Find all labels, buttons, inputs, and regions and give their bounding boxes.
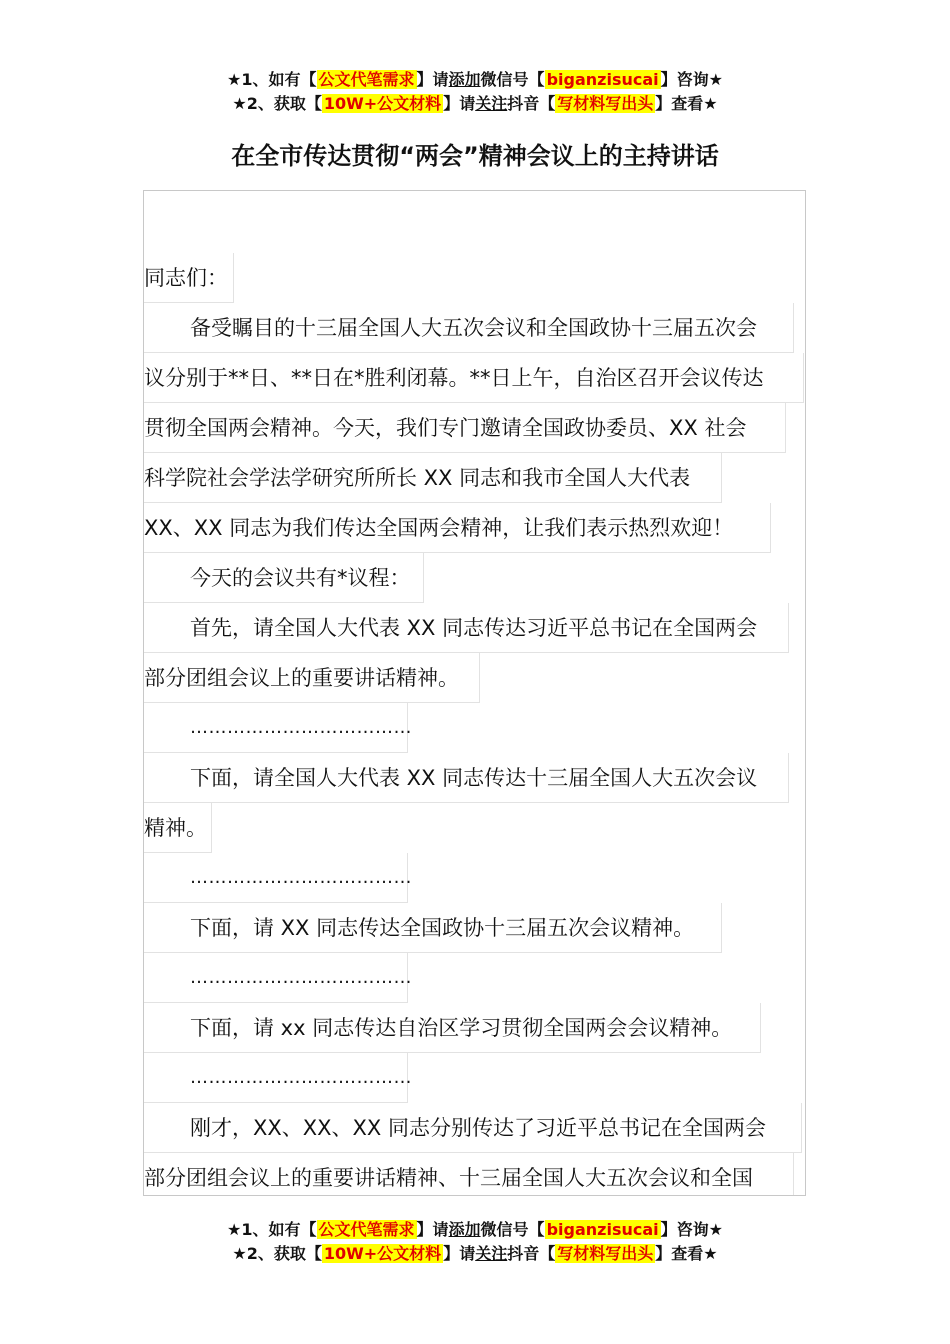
body-line: 备受瞩目的十三届全国人大五次会议和全国政协十三届五次会 (144, 303, 794, 353)
salutation-line: 同志们： (144, 253, 234, 303)
ellipsis-line: ……………………………… (144, 853, 408, 903)
banner-highlight: 10W+公文材料 (323, 1244, 442, 1263)
body-line: 部分团组会议上的重要讲话精神。 (144, 653, 480, 703)
body-line: 今天的会议共有*议程： (144, 553, 424, 603)
body-line: 首先，请全国人大代表 XX 同志传达习近平总书记在全国两会 (144, 603, 789, 653)
banner-text: 】请 (443, 94, 476, 113)
document-body (144, 253, 804, 1196)
body-line: 贯彻全国两会精神。今天，我们专门邀请全国政协委员、XX 社会 (144, 403, 786, 453)
banner-highlight: 公文代笔需求 (318, 70, 415, 89)
body-line: 部分团组会议上的重要讲话精神、十三届全国人大五次会议和全国 (144, 1153, 794, 1196)
top-banner (0, 68, 950, 116)
ellipsis-line: ……………………………… (144, 1053, 408, 1103)
body-line: 下面，请全国人大代表 XX 同志传达十三届全国人大五次会议 (144, 753, 789, 803)
banner-emphasis: 添加 (448, 70, 481, 89)
body-line: XX、XX 同志为我们传达全国两会精神，让我们表示热烈欢迎！ (144, 503, 771, 553)
document-body-frame (143, 190, 806, 1196)
banner-text: ★1、如有【 (227, 1220, 317, 1239)
body-line: 科学院社会学法学研究所所长 XX 同志和我市全国人大代表 (144, 453, 722, 503)
banner-text: 】请 (443, 1244, 476, 1263)
ellipsis-line: ……………………………… (144, 953, 408, 1003)
banner-emphasis: 添加 (448, 1220, 481, 1239)
document-title: 在全市传达贯彻“两会”精神会议上的主持讲话 (231, 142, 719, 170)
banner-highlight: biganzisucai (546, 70, 659, 89)
ellipsis-line: ……………………………… (144, 703, 408, 753)
body-line: 精神。 (144, 803, 212, 853)
banner-emphasis: 关注 (475, 94, 508, 113)
body-line: 议分别于**日、**日在*胜利闭幕。**日上午，自治区召开会议传达 (144, 353, 804, 403)
banner-highlight: 写材料写出头 (557, 1244, 654, 1263)
banner-line-1 (0, 1218, 950, 1242)
banner-text: 抖音【 (507, 94, 556, 113)
body-line: 刚才，XX、XX、XX 同志分别传达了习近平总书记在全国两会 (144, 1103, 802, 1153)
banner-highlight: biganzisucai (546, 1220, 659, 1239)
banner-text: 】查看★ (655, 1244, 718, 1263)
banner-highlight: 公文代笔需求 (318, 1220, 415, 1239)
banner-text: 】咨询★ (660, 1220, 723, 1239)
body-line: 下面，请 xx 同志传达自治区学习贯彻全国两会会议精神。 (144, 1003, 761, 1053)
banner-text: ★2、获取【 (232, 1244, 322, 1263)
banner-text: 】请 (416, 1220, 449, 1239)
banner-text: 】请 (416, 70, 449, 89)
body-line: 下面，请 XX 同志传达全国政协十三届五次会议精神。 (144, 903, 722, 953)
banner-text: 抖音【 (507, 1244, 556, 1263)
banner-text: 】咨询★ (660, 70, 723, 89)
banner-text: 】查看★ (655, 94, 718, 113)
banner-text: ★1、如有【 (227, 70, 317, 89)
banner-highlight: 写材料写出头 (557, 94, 654, 113)
banner-line-1 (0, 68, 950, 92)
bottom-banner (0, 1218, 950, 1266)
banner-emphasis: 关注 (475, 1244, 508, 1263)
banner-text: 微信号【 (480, 1220, 545, 1239)
banner-highlight: 10W+公文材料 (323, 94, 442, 113)
banner-line-2 (0, 92, 950, 116)
banner-line-2 (0, 1242, 950, 1266)
banner-text: 微信号【 (480, 70, 545, 89)
banner-text: ★2、获取【 (232, 94, 322, 113)
